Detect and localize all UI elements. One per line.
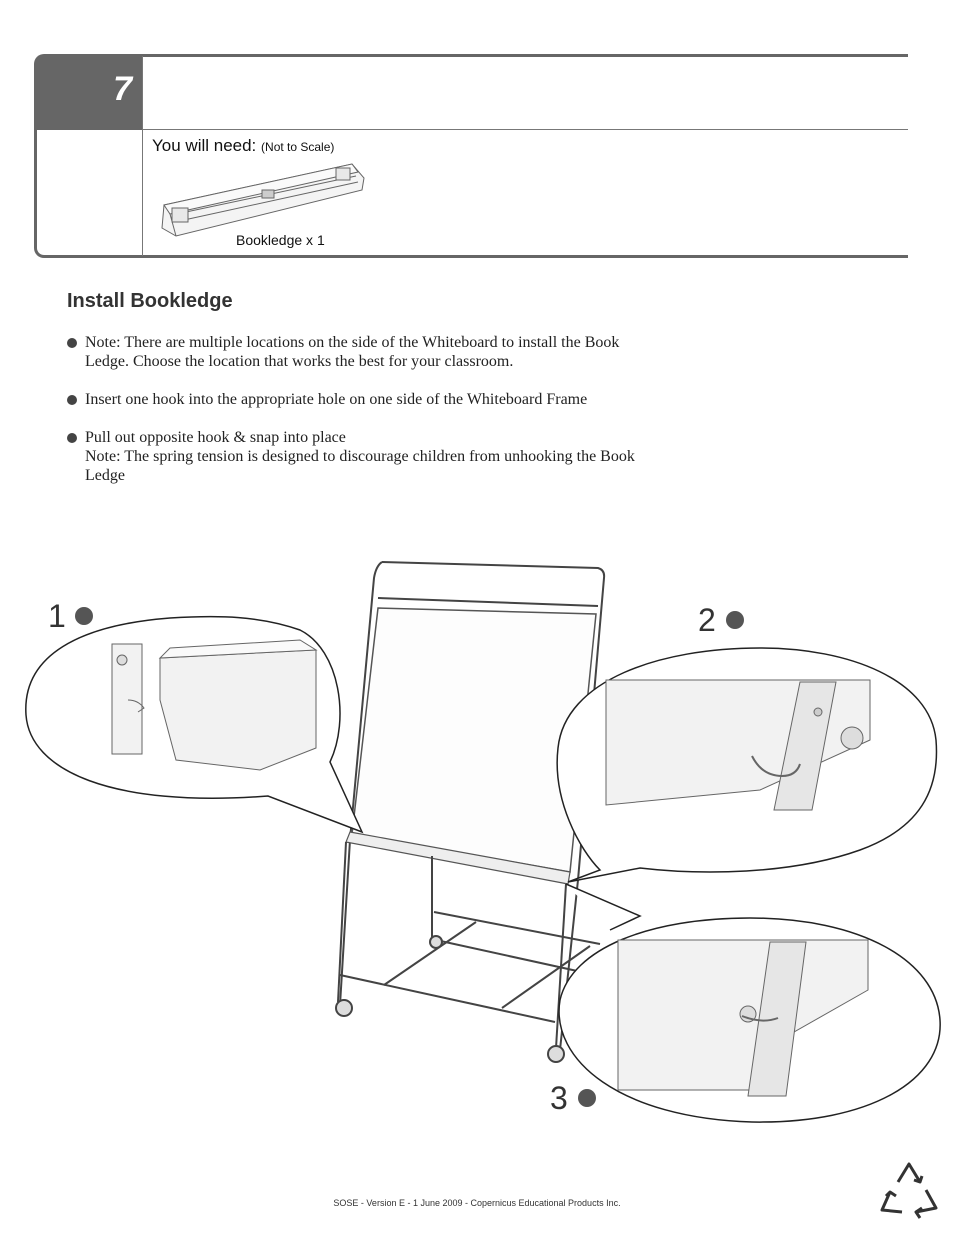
you-will-need-label <box>152 136 334 156</box>
instruction-bullet <box>67 428 687 485</box>
wheel <box>336 1000 352 1016</box>
bookledge-caption: Bookledge x 1 <box>236 232 325 248</box>
callout-dot-3 <box>578 1089 596 1107</box>
recycle-icon <box>876 1160 942 1222</box>
bullet-dot <box>67 338 77 348</box>
detail-callout-3 <box>559 884 940 1122</box>
bullet-dot <box>67 395 77 405</box>
wheel <box>548 1046 564 1062</box>
bullet-line: Note: There are multiple locations on the side of the Whiteboard to install the Book <box>85 334 620 351</box>
bullet-line: Ledge. Choose the location that works the best for your classroom. <box>85 353 514 370</box>
callout-number-2: 2 <box>698 602 716 638</box>
step-number-tab <box>36 56 142 130</box>
footer-text: SOSE - Version E - 1 June 2009 - Copernicus Educational Products Inc. <box>333 1198 621 1208</box>
bullet-line: Ledge <box>85 467 125 484</box>
detail-callout-1 <box>26 617 362 832</box>
instruction-bullet <box>67 333 687 371</box>
detail-callout-2 <box>557 648 936 882</box>
bullet-line: Insert one hook into the appropriate hole on one side of the Whiteboard Frame <box>85 391 588 408</box>
scale-note: (Not to Scale) <box>261 140 335 154</box>
wheel <box>430 936 442 948</box>
step-number: 7 <box>113 70 132 108</box>
callout-dot-2 <box>726 611 744 629</box>
bullet-line: Note: The spring tension is designed to discourage children from unhooking the Book <box>85 448 635 465</box>
callout-number-3: 3 <box>550 1080 568 1116</box>
instruction-bullet <box>67 390 687 409</box>
you-will-need-text: You will need: <box>152 136 257 155</box>
callout-dot-1 <box>75 607 93 625</box>
bullet-dot <box>67 433 77 443</box>
section-title: Install Bookledge <box>67 290 233 312</box>
header-divider <box>142 129 908 130</box>
bullet-line: Pull out opposite hook & snap into place <box>85 429 346 446</box>
bookledge-image <box>156 160 368 240</box>
easel-illustration <box>0 540 954 1140</box>
header-column-divider <box>142 56 143 256</box>
callout-number-1: 1 <box>48 598 66 634</box>
